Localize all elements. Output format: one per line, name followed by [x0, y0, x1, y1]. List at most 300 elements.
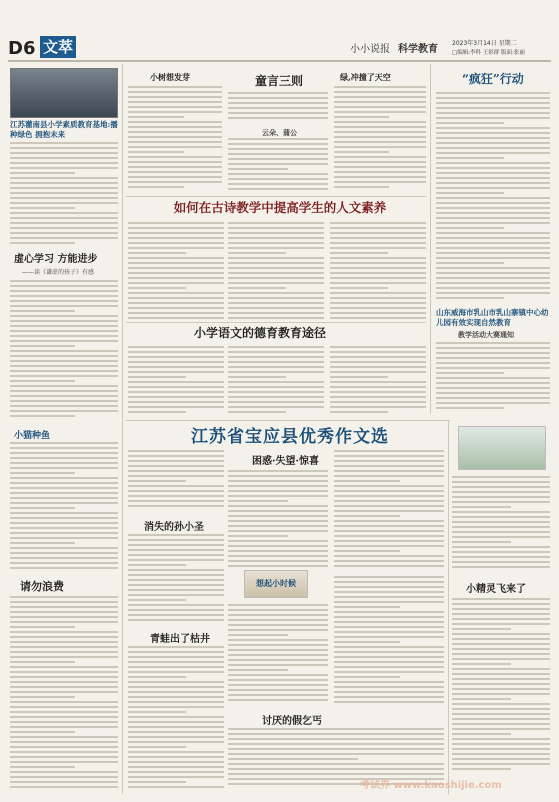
- text-line: [128, 171, 222, 173]
- text-line: [128, 746, 186, 748]
- text-line: [10, 375, 118, 377]
- text-line: [436, 347, 550, 349]
- text-line: [452, 633, 550, 635]
- text-line: [10, 390, 118, 392]
- text-line: [128, 287, 186, 289]
- text-line: [334, 161, 426, 163]
- text-line: [330, 312, 426, 314]
- text-line: [330, 366, 426, 368]
- text-line: [228, 143, 328, 145]
- text-line: [128, 96, 222, 98]
- text-line: [228, 406, 324, 408]
- text-line: [128, 91, 222, 93]
- text-line: [452, 678, 550, 680]
- text-line: [334, 460, 444, 462]
- special-body-2: [228, 470, 328, 570]
- text-line: [330, 356, 426, 358]
- left-bottom-body: [10, 596, 118, 792]
- text-line: [128, 500, 224, 502]
- text-line: [228, 92, 328, 94]
- text-line: [228, 629, 328, 631]
- text-line: [228, 674, 328, 676]
- text-line: [452, 768, 511, 770]
- text-line: [436, 122, 504, 124]
- text-line: [128, 706, 224, 708]
- text-line: [436, 382, 550, 384]
- text-line: [452, 723, 550, 725]
- text-line: [334, 616, 444, 618]
- masthead-rule: [8, 60, 551, 62]
- text-line: [128, 475, 224, 477]
- text-line: [436, 387, 550, 389]
- text-line: [10, 656, 118, 658]
- text-line: [10, 227, 118, 229]
- text-line: [10, 325, 118, 327]
- text-line: [452, 598, 550, 600]
- text-line: [128, 101, 222, 103]
- text-line: [128, 756, 224, 758]
- text-line: [228, 684, 328, 686]
- text-line: [10, 616, 118, 618]
- text-line: [330, 406, 426, 408]
- text-line: [10, 771, 118, 773]
- text-line: [436, 372, 504, 374]
- text-line: [228, 237, 324, 239]
- text-line: [128, 136, 222, 138]
- text-line: [10, 691, 118, 693]
- text-line: [452, 703, 550, 705]
- text-line: [452, 476, 550, 478]
- text-line: [10, 776, 118, 778]
- text-line: [436, 342, 550, 344]
- text-line: [436, 392, 550, 394]
- text-line: [128, 411, 186, 413]
- text-line: [334, 121, 426, 123]
- text-line: [228, 242, 324, 244]
- text-line: [228, 371, 324, 373]
- text-line: [436, 247, 550, 249]
- text-line: [228, 748, 444, 750]
- text-line: [436, 362, 550, 364]
- text-line: [228, 664, 328, 666]
- text-line: [334, 525, 444, 527]
- text-line: [228, 763, 444, 765]
- moral-body-c: [330, 346, 426, 416]
- text-line: [10, 237, 118, 239]
- text-line: [128, 604, 224, 606]
- special-body-4: [128, 534, 224, 624]
- text-line: [10, 365, 118, 367]
- left-low-body: [10, 442, 118, 572]
- text-line: [452, 511, 550, 513]
- text-line: [128, 465, 224, 467]
- text-line: [228, 758, 358, 760]
- text-line: [10, 152, 118, 154]
- text-line: [436, 212, 550, 214]
- special-body-3: [334, 450, 444, 570]
- text-line: [10, 385, 118, 387]
- text-line: [436, 232, 550, 234]
- text-line: [334, 126, 426, 128]
- text-line: [10, 681, 118, 683]
- text-line: [10, 766, 75, 768]
- text-line: [452, 541, 511, 543]
- text-line: [10, 686, 118, 688]
- text-line: [10, 726, 118, 728]
- text-line: [128, 302, 224, 304]
- text-line: [10, 527, 118, 529]
- right-mid-headline: 山东威海市乳山市乳山寨镇中心幼儿园有效实现自然教育: [436, 308, 549, 327]
- text-line: [128, 252, 186, 254]
- text-line: [228, 183, 328, 185]
- column-rule: [430, 64, 431, 414]
- text-line: [228, 282, 324, 284]
- text-line: [128, 584, 224, 586]
- text-line: [128, 106, 222, 108]
- text-line: [228, 545, 328, 547]
- text-line: [128, 776, 224, 778]
- text-line: [228, 292, 324, 294]
- text-line: [10, 606, 118, 608]
- moral-banner: 小学语文的德育教育途径: [193, 326, 326, 340]
- text-line: [10, 507, 75, 509]
- text-line: [228, 376, 286, 378]
- text-line: [452, 743, 550, 745]
- text-line: [452, 763, 550, 765]
- text-line: [228, 500, 288, 502]
- text-line: [452, 526, 550, 528]
- text-line: [330, 257, 426, 259]
- text-line: [10, 522, 118, 524]
- text-line: [10, 731, 75, 733]
- text-line: [330, 386, 426, 388]
- text-line: [436, 112, 550, 114]
- text-line: [334, 535, 444, 537]
- text-line: [452, 491, 550, 493]
- text-line: [228, 669, 288, 671]
- text-line: [10, 552, 118, 554]
- text-line: [330, 351, 426, 353]
- text-line: [10, 482, 118, 484]
- text-line: [334, 500, 444, 502]
- text-line: [228, 178, 328, 180]
- text-line: [452, 753, 550, 755]
- text-line: [228, 530, 328, 532]
- special-body-5: [228, 604, 328, 704]
- text-line: [436, 267, 550, 269]
- text-line: [334, 86, 426, 88]
- text-line: [10, 641, 118, 643]
- text-line: [128, 761, 224, 763]
- column-name: 科学教育: [398, 44, 438, 55]
- text-line: [228, 173, 328, 175]
- text-line: [436, 242, 550, 244]
- text-line: [10, 537, 118, 539]
- text-line: [334, 450, 444, 452]
- text-line: [10, 497, 118, 499]
- text-line: [10, 467, 118, 469]
- text-line: [128, 371, 224, 373]
- section-rule: [126, 196, 426, 197]
- center-top-body: [228, 92, 328, 122]
- text-line: [10, 646, 118, 648]
- text-line: [330, 227, 426, 229]
- text-line: [228, 728, 444, 730]
- text-line: [334, 581, 444, 583]
- text-line: [10, 547, 118, 549]
- text-line: [10, 202, 118, 204]
- text-line: [128, 222, 224, 224]
- center-top-sub1: 云朵、蒲公: [262, 128, 297, 137]
- text-line: [334, 596, 444, 598]
- text-line: [128, 686, 224, 688]
- text-line: [436, 287, 550, 289]
- special-sub4: 青蛙出了枯井: [150, 634, 210, 645]
- text-line: [128, 671, 224, 673]
- text-line: [436, 162, 550, 164]
- text-line: [10, 721, 118, 723]
- text-line: [128, 646, 224, 648]
- text-line: [128, 386, 224, 388]
- text-line: [10, 696, 75, 698]
- text-line: [10, 340, 118, 342]
- text-line: [330, 222, 426, 224]
- text-line: [228, 188, 328, 190]
- text-line: [228, 366, 324, 368]
- text-line: [436, 157, 504, 159]
- text-line: [334, 651, 444, 653]
- text-line: [436, 272, 550, 274]
- text-line: [334, 106, 426, 108]
- text-line: [128, 232, 224, 234]
- text-line: [128, 614, 224, 616]
- text-line: [10, 295, 118, 297]
- text-line: [128, 131, 222, 133]
- text-line: [128, 146, 222, 148]
- text-line: [128, 237, 224, 239]
- text-line: [128, 766, 224, 768]
- text-line: [128, 272, 224, 274]
- text-line: [10, 285, 118, 287]
- text-line: [334, 520, 444, 522]
- text-line: [228, 773, 444, 775]
- text-line: [10, 492, 118, 494]
- text-line: [10, 596, 118, 598]
- text-line: [334, 480, 400, 482]
- text-line: [228, 396, 324, 398]
- text-line: [10, 542, 75, 544]
- text-line: [128, 406, 224, 408]
- text-line: [128, 86, 222, 88]
- text-line: [452, 718, 550, 720]
- page-number: D6: [8, 38, 36, 59]
- text-line: [334, 470, 444, 472]
- text-line: [10, 761, 118, 763]
- text-line: [128, 539, 224, 541]
- right-low-body-a: [452, 476, 550, 572]
- text-line: [330, 376, 388, 378]
- text-line: [436, 407, 504, 409]
- text-line: [334, 686, 444, 688]
- text-line: [452, 663, 511, 665]
- text-line: [330, 232, 426, 234]
- right-low-body-b: [452, 598, 550, 774]
- text-line: [228, 247, 324, 249]
- text-line: [452, 738, 550, 740]
- text-line: [10, 706, 118, 708]
- text-line: [128, 594, 224, 596]
- right-mid-subhead: 教学活动大赛通知: [458, 330, 514, 339]
- text-line: [334, 621, 444, 623]
- text-line: [10, 217, 118, 219]
- text-line: [10, 177, 118, 179]
- text-line: [436, 217, 550, 219]
- text-line: [10, 651, 118, 653]
- text-line: [10, 562, 118, 564]
- text-line: [228, 753, 444, 755]
- text-line: [128, 711, 186, 713]
- text-line: [452, 748, 550, 750]
- text-line: [436, 222, 550, 224]
- text-line: [228, 361, 324, 363]
- text-line: [330, 282, 426, 284]
- text-line: [334, 181, 426, 183]
- text-line: [128, 490, 224, 492]
- section-rule: [126, 322, 426, 323]
- text-line: [228, 356, 324, 358]
- text-line: [228, 227, 324, 229]
- text-line: [128, 156, 222, 158]
- text-line: [334, 465, 444, 467]
- left-mid-subhead: ——读《谦虚的孩子》有感: [22, 269, 95, 276]
- special-sub3: 想起小时候: [256, 578, 296, 588]
- text-line: [228, 644, 328, 646]
- text-line: [452, 506, 511, 508]
- text-line: [128, 351, 224, 353]
- text-line: [128, 317, 224, 319]
- text-line: [228, 505, 328, 507]
- text-line: [334, 111, 426, 113]
- text-line: [10, 611, 118, 613]
- text-line: [330, 247, 426, 249]
- text-line: [334, 131, 426, 133]
- text-line: [128, 741, 224, 743]
- text-line: [128, 262, 224, 264]
- text-line: [334, 485, 444, 487]
- text-line: [10, 350, 118, 352]
- text-line: [452, 638, 550, 640]
- text-line: [128, 549, 224, 551]
- text-line: [452, 501, 550, 503]
- text-line: [10, 701, 118, 703]
- paper-name: 小小说报: [350, 44, 390, 55]
- text-line: [452, 486, 550, 488]
- text-line: [228, 525, 328, 527]
- text-line: [10, 305, 118, 307]
- text-line: [128, 569, 224, 571]
- center-top-body2: [228, 138, 328, 194]
- text-line: [128, 376, 186, 378]
- text-line: [228, 649, 328, 651]
- text-line: [10, 567, 118, 569]
- text-line: [228, 535, 288, 537]
- text-line: [10, 487, 118, 489]
- text-line: [228, 277, 324, 279]
- text-line: [228, 97, 328, 99]
- text-line: [10, 557, 118, 559]
- text-line: [436, 207, 550, 209]
- left-low-headline: 小猫种鱼: [14, 431, 51, 441]
- text-line: [334, 641, 400, 643]
- text-line: [128, 267, 224, 269]
- text-line: [10, 172, 75, 174]
- text-line: [10, 335, 118, 337]
- text-line: [228, 495, 328, 497]
- special-sub2: 消失的孙小圣: [144, 522, 204, 533]
- text-line: [228, 540, 328, 542]
- text-line: [452, 613, 550, 615]
- text-line: [228, 614, 328, 616]
- text-line: [10, 477, 118, 479]
- text-line: [128, 726, 224, 728]
- text-line: [10, 410, 118, 412]
- special-banner: 江苏省宝应县优秀作文选: [191, 427, 389, 447]
- school-photo: [10, 68, 118, 118]
- text-line: [128, 181, 222, 183]
- text-line: [10, 370, 118, 372]
- text-line: [436, 92, 550, 94]
- text-line: [128, 126, 222, 128]
- text-line: [10, 447, 118, 449]
- text-line: [128, 176, 222, 178]
- col2-headline: 小树想发芽: [150, 72, 190, 82]
- special-body-7: [128, 646, 224, 792]
- text-line: [10, 512, 118, 514]
- text-line: [128, 361, 224, 363]
- text-line: [330, 401, 426, 403]
- text-line: [452, 643, 550, 645]
- text-line: [228, 272, 324, 274]
- text-line: [10, 502, 118, 504]
- text-line: [330, 391, 426, 393]
- text-line: [228, 307, 324, 309]
- text-line: [128, 574, 224, 576]
- text-line: [10, 746, 118, 748]
- text-line: [10, 157, 118, 159]
- column-rule: [448, 420, 449, 794]
- text-line: [10, 400, 118, 402]
- text-line: [228, 555, 328, 557]
- text-line: [452, 603, 550, 605]
- text-line: [436, 257, 550, 259]
- text-line: [128, 166, 222, 168]
- text-line: [228, 480, 328, 482]
- text-line: [452, 758, 550, 760]
- left-top-headline: 江苏灌南县小学素质教育基地:播种绿色 拥抱未来: [10, 120, 118, 139]
- text-line: [128, 619, 224, 621]
- text-line: [452, 623, 550, 625]
- text-line: [228, 743, 444, 745]
- text-line: [330, 307, 426, 309]
- text-line: [228, 654, 328, 656]
- text-line: [128, 495, 224, 497]
- text-line: [228, 624, 328, 626]
- text-line: [10, 315, 118, 317]
- text-line: [10, 781, 118, 783]
- text-line: [228, 112, 328, 114]
- text-line: [10, 395, 118, 397]
- text-line: [10, 736, 118, 738]
